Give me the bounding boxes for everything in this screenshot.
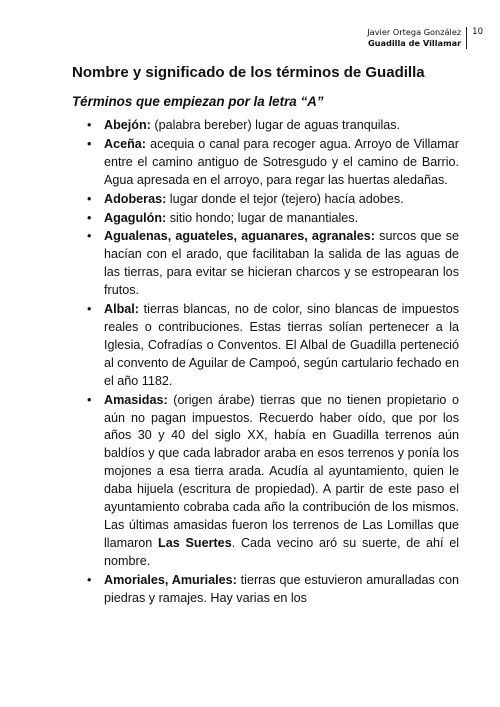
entry-term: Albal: [104, 302, 139, 317]
page-number: 10 [472, 27, 483, 37]
list-item [104, 191, 459, 209]
list-item [104, 117, 459, 135]
entry-definition: (palabra bereber) lugar de aguas tranquilas. [150, 118, 401, 132]
entry-definition: (origen árabe) tierras que no tienen propietario o aún no pagan impuestos. Recuerdo haber oído, que por los años 30 y 40 del siglo XX, había en Guadilla terrenos aún baldíos y que cada labrador araba en esos terrenos y ponía los mojones a esa tierra arada. Acudía al ayuntamiento, quien le daba hijuela (escritura de propiedad). A partir de este paso el ayuntamiento cobraba cada año la contribución de los mismos. Las últimas amasidas fueron los terrenos de Las Lomillas que llamaron [104, 392, 459, 550]
glossary-list [85, 117, 459, 608]
entry-definition: acequia o canal para recoger agua. Arroyo de Villamar entre el camino antiguo de Sotresgudo y el camino de Barrio. Agua apresada en el arroyo, para regar las huertas aledañas. [104, 136, 459, 187]
entry-definition: surcos que se hacían con el arado, que facilitaban la salida de las aguas de las tierras, para evitar se hicieran charcos y se estropearan los frutos. [104, 229, 459, 298]
entry-definition: lugar donde el tejor (tejero) hacía adobes. [166, 191, 404, 206]
page-title: Nombre y significado de los términos de Guadilla [72, 64, 425, 81]
entry-definition: sitio hondo; lugar de manantiales. [166, 210, 359, 225]
entry-definition: tierras blancas, no de color, sino blancas de impuestos reales o contribuciones. Estas tierras solían pertenecer a la Iglesia, Cofradías o Conventos. El Albal de Guadilla perteneció al convento de Aguilar de Campoó, según cartulario fechado en el año 1182. [104, 302, 459, 388]
header-book-title: Guadilla de Villamar [367, 38, 462, 48]
entry-term: Aceña: [104, 136, 146, 151]
list-item [104, 228, 459, 300]
header-text-block [367, 27, 467, 49]
entry-term: Agualenas, aguateles, aguanares, agranales: [104, 229, 375, 244]
entry-term: Adoberas: [104, 191, 167, 206]
entry-term: Amasidas: [104, 392, 168, 407]
section-subtitle: Términos que empiezan por la letra “A” [72, 94, 324, 109]
entry-definition: tierras que estuvieron amuralladas con piedras y ramajes. Hay varias en los [104, 572, 459, 605]
header-author: Javier Ortega González [367, 27, 462, 37]
list-item [104, 210, 459, 228]
list-item [104, 392, 459, 571]
entry-term: Amoriales, Amuriales: [104, 572, 237, 587]
entry-term: Abejón: [104, 118, 151, 132]
page-header [367, 27, 483, 49]
entry-emphasis: Las Suertes [158, 535, 232, 550]
list-item [104, 136, 459, 190]
list-item [104, 301, 459, 391]
entry-term: Agagulón: [104, 210, 167, 225]
list-item [104, 572, 459, 608]
entry-definition-end: . Cada vecino aró su suerte, de ahí el nombre. [104, 535, 460, 568]
